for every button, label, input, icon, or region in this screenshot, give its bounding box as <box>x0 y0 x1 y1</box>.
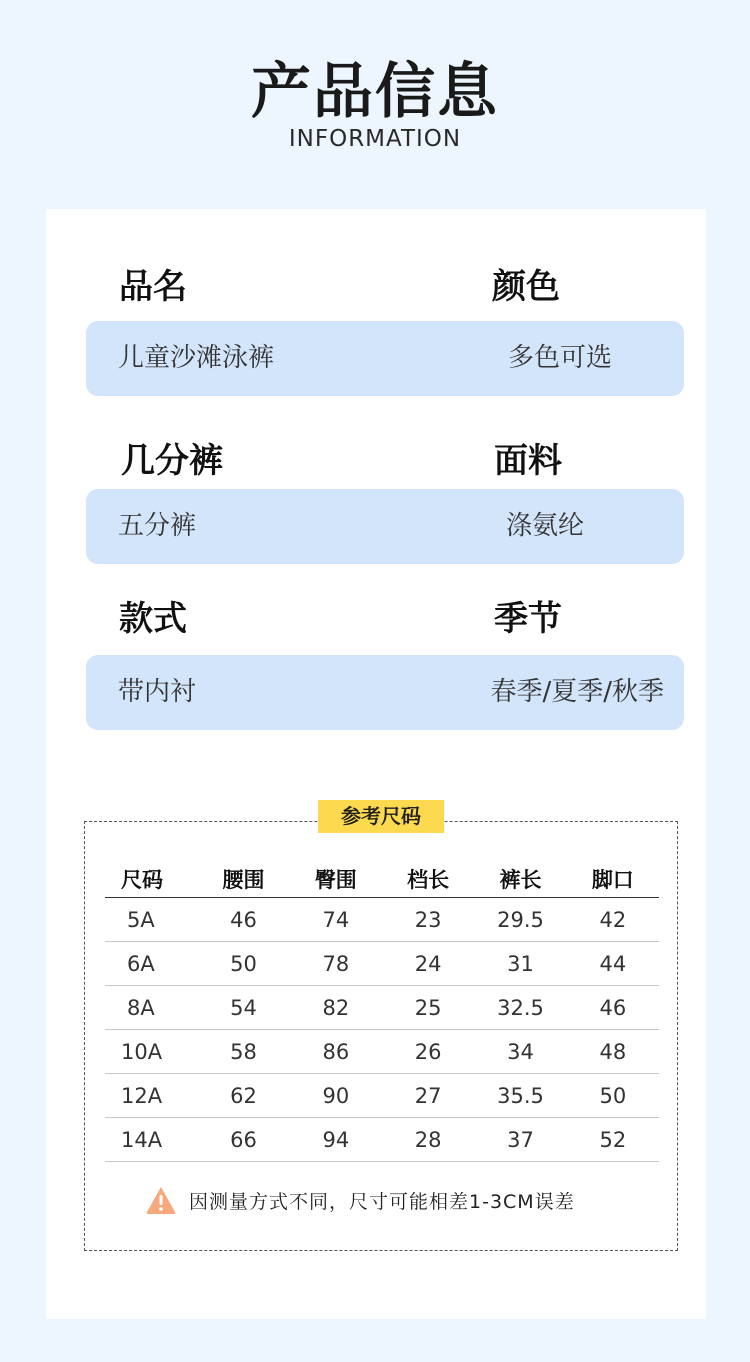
table-cell: 66 <box>197 1118 289 1162</box>
table-cell: 23 <box>382 898 474 942</box>
table-row <box>105 1030 659 1074</box>
table-cell: 58 <box>197 1030 289 1074</box>
table-cell: 62 <box>197 1074 289 1118</box>
column-header: 裤长 <box>474 861 566 898</box>
value-fabric: 涤氨纶 <box>505 511 584 541</box>
table-row <box>105 898 659 942</box>
value-name: 儿童沙滩泳裤 <box>118 343 275 373</box>
table-cell: 48 <box>567 1030 659 1074</box>
table-row <box>105 986 659 1030</box>
table-cell: 25 <box>382 986 474 1030</box>
table-cell: 29.5 <box>474 898 566 942</box>
value-color: 多色可选 <box>507 343 612 373</box>
table-cell: 52 <box>567 1118 659 1162</box>
table-cell: 6A <box>105 942 197 986</box>
field-label-color: 颜色 <box>492 267 560 307</box>
table-cell: 24 <box>382 942 474 986</box>
value-style: 带内衬 <box>118 677 197 707</box>
table-cell: 31 <box>474 942 566 986</box>
table-cell: 50 <box>197 942 289 986</box>
warning-icon <box>145 1185 177 1215</box>
table-cell: 42 <box>567 898 659 942</box>
table-cell: 74 <box>290 898 382 942</box>
note-text: 因测量方式不同，尺寸可能相差1-3CM误差 <box>189 1190 575 1213</box>
field-label-length: 几分裤 <box>121 441 223 481</box>
table-cell: 27 <box>382 1074 474 1118</box>
table-cell: 94 <box>290 1118 382 1162</box>
field-label-fabric: 面料 <box>494 441 562 481</box>
value-bar-row-1 <box>86 321 684 396</box>
table-cell: 44 <box>567 942 659 986</box>
table-cell: 86 <box>290 1030 382 1074</box>
field-label-season: 季节 <box>494 599 562 639</box>
size-chart-tag: 参考尺码 <box>318 800 444 833</box>
product-info-card <box>46 209 706 1319</box>
table-cell: 28 <box>382 1118 474 1162</box>
column-header: 档长 <box>382 861 474 898</box>
table-cell: 5A <box>105 898 197 942</box>
page-subtitle: INFORMATION <box>288 126 462 152</box>
size-table <box>105 861 659 1162</box>
value-bar-row-2 <box>86 489 684 564</box>
field-label-name: 品名 <box>119 267 187 307</box>
table-row <box>105 1118 659 1162</box>
field-label-style: 款式 <box>119 599 187 639</box>
table-row <box>105 1074 659 1118</box>
page-title: 产品信息 <box>251 57 499 127</box>
table-cell: 35.5 <box>474 1074 566 1118</box>
measurement-note <box>145 1184 575 1216</box>
table-cell: 8A <box>105 986 197 1030</box>
table-cell: 78 <box>290 942 382 986</box>
table-cell: 26 <box>382 1030 474 1074</box>
column-header: 脚口 <box>567 861 659 898</box>
table-cell: 82 <box>290 986 382 1030</box>
value-bar-row-3 <box>86 655 684 730</box>
table-cell: 10A <box>105 1030 197 1074</box>
table-cell: 37 <box>474 1118 566 1162</box>
column-header: 腰围 <box>197 861 289 898</box>
table-row <box>105 942 659 986</box>
table-cell: 14A <box>105 1118 197 1162</box>
table-cell: 46 <box>197 898 289 942</box>
table-cell: 12A <box>105 1074 197 1118</box>
table-cell: 46 <box>567 986 659 1030</box>
value-length: 五分裤 <box>118 511 197 541</box>
table-cell: 34 <box>474 1030 566 1074</box>
column-header: 尺码 <box>105 861 197 898</box>
table-cell: 54 <box>197 986 289 1030</box>
value-season: 春季/夏季/秋季 <box>490 677 664 707</box>
table-cell: 90 <box>290 1074 382 1118</box>
table-cell: 32.5 <box>474 986 566 1030</box>
table-cell: 50 <box>567 1074 659 1118</box>
column-header: 臀围 <box>290 861 382 898</box>
size-table-header-row <box>105 861 659 898</box>
